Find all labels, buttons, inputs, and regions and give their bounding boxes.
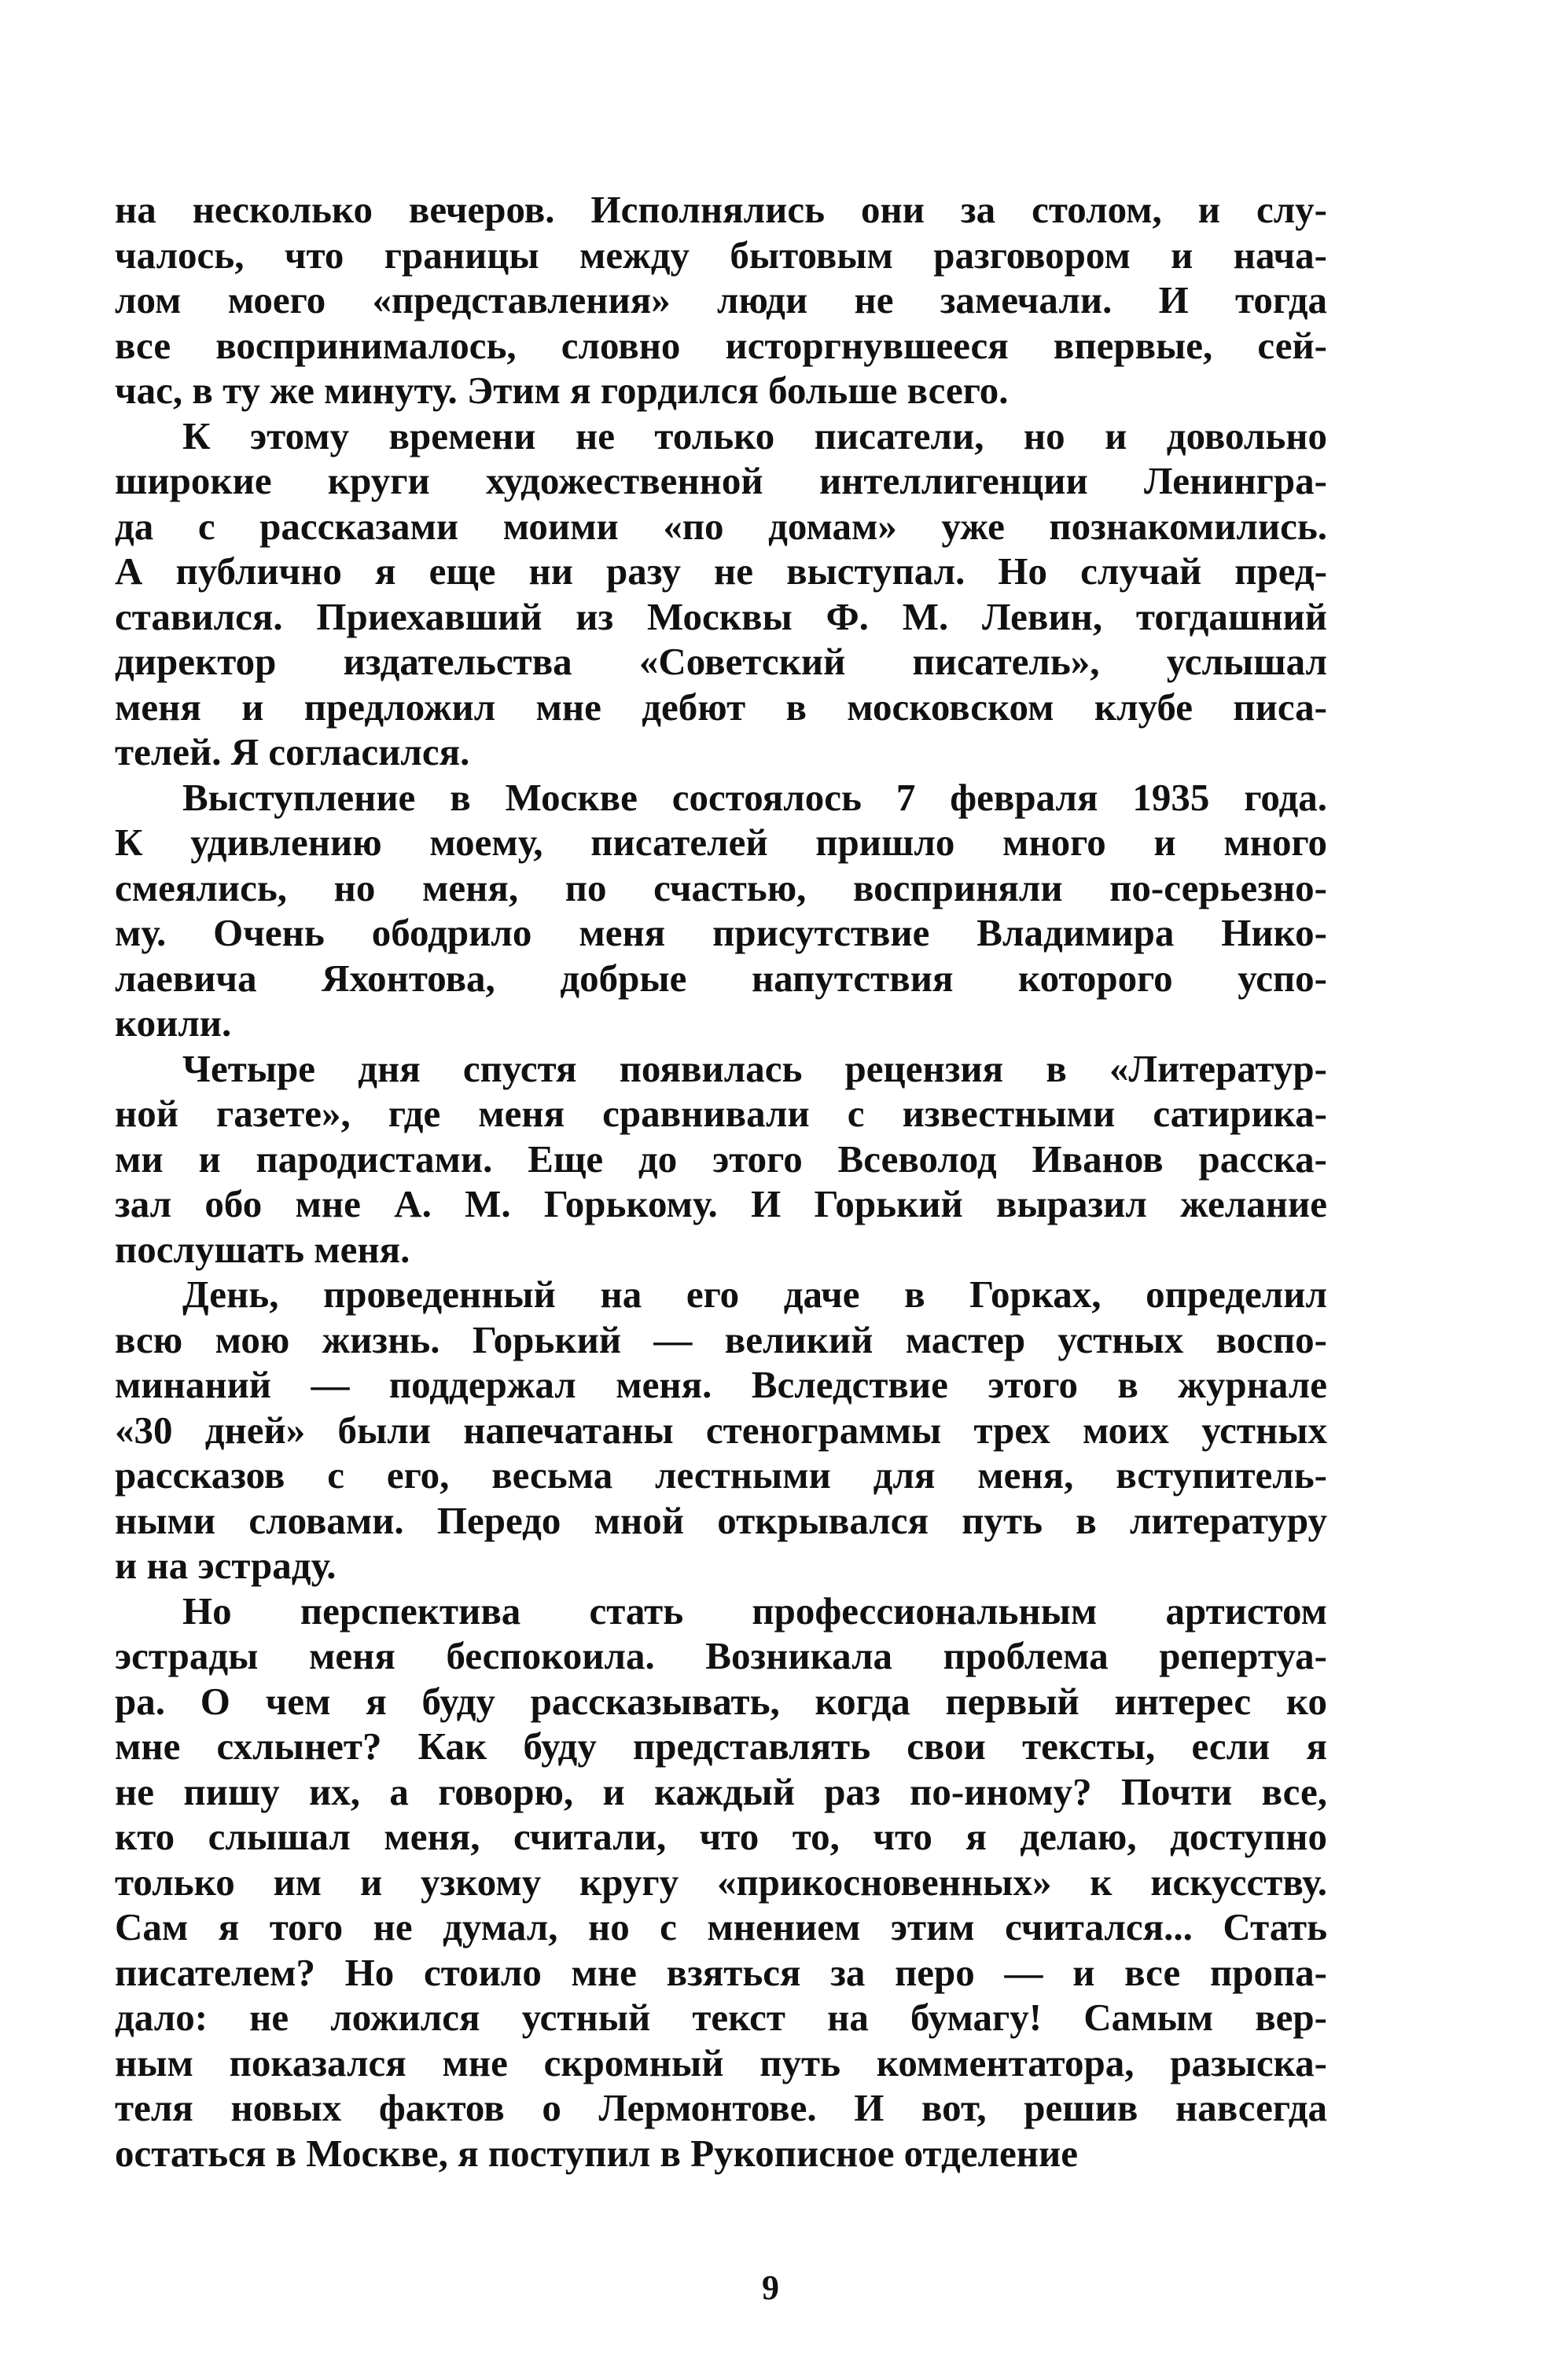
text-line: зал обо мне А. М. Горькому. И Горький выразил желание [115, 1182, 1327, 1225]
text-line: директор издательства «Советский писатель», услышал [115, 640, 1327, 683]
text-line: лом моего «представления» люди не замечали. И тогда [115, 278, 1327, 321]
text-line: да с рассказами моими «по домам» уже познакомились. [115, 504, 1327, 548]
text-line: ми и пародистами. Еще до этого Всеволод Иванов расска- [115, 1137, 1327, 1181]
text-line: мне схлынет? Как буду представлять свои тексты, если я [115, 1724, 1327, 1768]
text-line: ной газете», где меня сравнивали с известными сатирика- [115, 1092, 1327, 1135]
text-line: ра. О чем я буду рассказывать, когда первый интерес ко [115, 1679, 1327, 1723]
text-line: минаний — поддержал меня. Вследствие этого в журнале [115, 1363, 1327, 1406]
text-line: Но перспектива стать профессиональным артистом [182, 1589, 1327, 1633]
text-line: смеялись, но меня, по счастью, восприняли по-серьезно- [115, 865, 1327, 909]
text-line: писателем? Но стоило мне взяться за перо — и все пропа- [115, 1950, 1327, 1994]
text-line: кто слышал меня, считали, что то, что я делаю, доступно [115, 1815, 1327, 1858]
text-line: на несколько вечеров. Исполнялись они за столом, и слу- [115, 188, 1327, 231]
text-line: остаться в Москве, я поступил в Рукописное отделение [115, 2131, 1078, 2175]
text-line: чалось, что границы между бытовым разговором и нача- [115, 233, 1327, 277]
text-line: «30 дней» были напечатаны стенограммы трех моих устных [115, 1408, 1327, 1452]
text-line: коили. [115, 1001, 232, 1045]
text-line: Выступление в Москве состоялось 7 февраля 1935 года. [182, 775, 1327, 819]
text-line: все воспринималось, словно исторгнувшееся впервые, сей- [115, 323, 1327, 367]
text-line: лаевича Яхонтова, добрые напутствия которого успо- [115, 956, 1327, 1000]
text-line: всю мою жизнь. Горький — великий мастер устных воспо- [115, 1317, 1327, 1361]
text-line: только им и узкому кругу «прикосновенных» к искусству. [115, 1860, 1327, 1904]
text-line: му. Очень ободрило меня присутствие Владимира Нико- [115, 911, 1327, 954]
page-number: 9 [762, 2268, 779, 2307]
text-line: эстрады меня беспокоила. Возникала проблема репертуа- [115, 1634, 1327, 1677]
text-line: К удивлению моему, писателей пришло много и много [115, 821, 1327, 864]
text-line: ными словами. Передо мной открывался путь в литературу [115, 1498, 1327, 1542]
text-line: и на эстраду. [115, 1544, 337, 1587]
text-line: ным показался мне скромный путь комментатора, разыска- [115, 2040, 1327, 2084]
text-line: широкие круги художественной интеллигенции Ленингра- [115, 459, 1327, 502]
text-line: меня и предложил мне дебют в московском клубе писа- [115, 685, 1327, 729]
text-line: А публично я еще ни разу не выступал. Но случай пред- [115, 549, 1327, 593]
body-text [115, 187, 1327, 2176]
text-line: Четыре дня спустя появилась рецензия в «Литератур- [182, 1046, 1327, 1090]
text-line: теля новых фактов о Лермонтове. И вот, решив навсегда [115, 2086, 1327, 2129]
text-line: телей. Я согласился. [115, 730, 470, 773]
text-line: не пишу их, а говорю, и каждый раз по-иному? Почти все, [115, 1769, 1327, 1813]
text-line: К этому времени не только писатели, но и довольно [182, 413, 1327, 457]
text-line: ставился. Приехавший из Москвы Ф. М. Левин, тогдашний [115, 594, 1327, 638]
text-line: День, проведенный на его даче в Горках, определил [182, 1273, 1327, 1316]
text-line: Сам я того не думал, но с мнением этим считался... Стать [115, 1905, 1327, 1948]
text-line: дало: не ложился устный текст на бумагу! Самым вер- [115, 1996, 1327, 2039]
text-line: послушать меня. [115, 1227, 410, 1271]
text-line: час, в ту же минуту. Этим я гордился больше всего. [115, 369, 1009, 412]
text-line: рассказов с его, весьма лестными для меня, вступитель- [115, 1453, 1327, 1497]
